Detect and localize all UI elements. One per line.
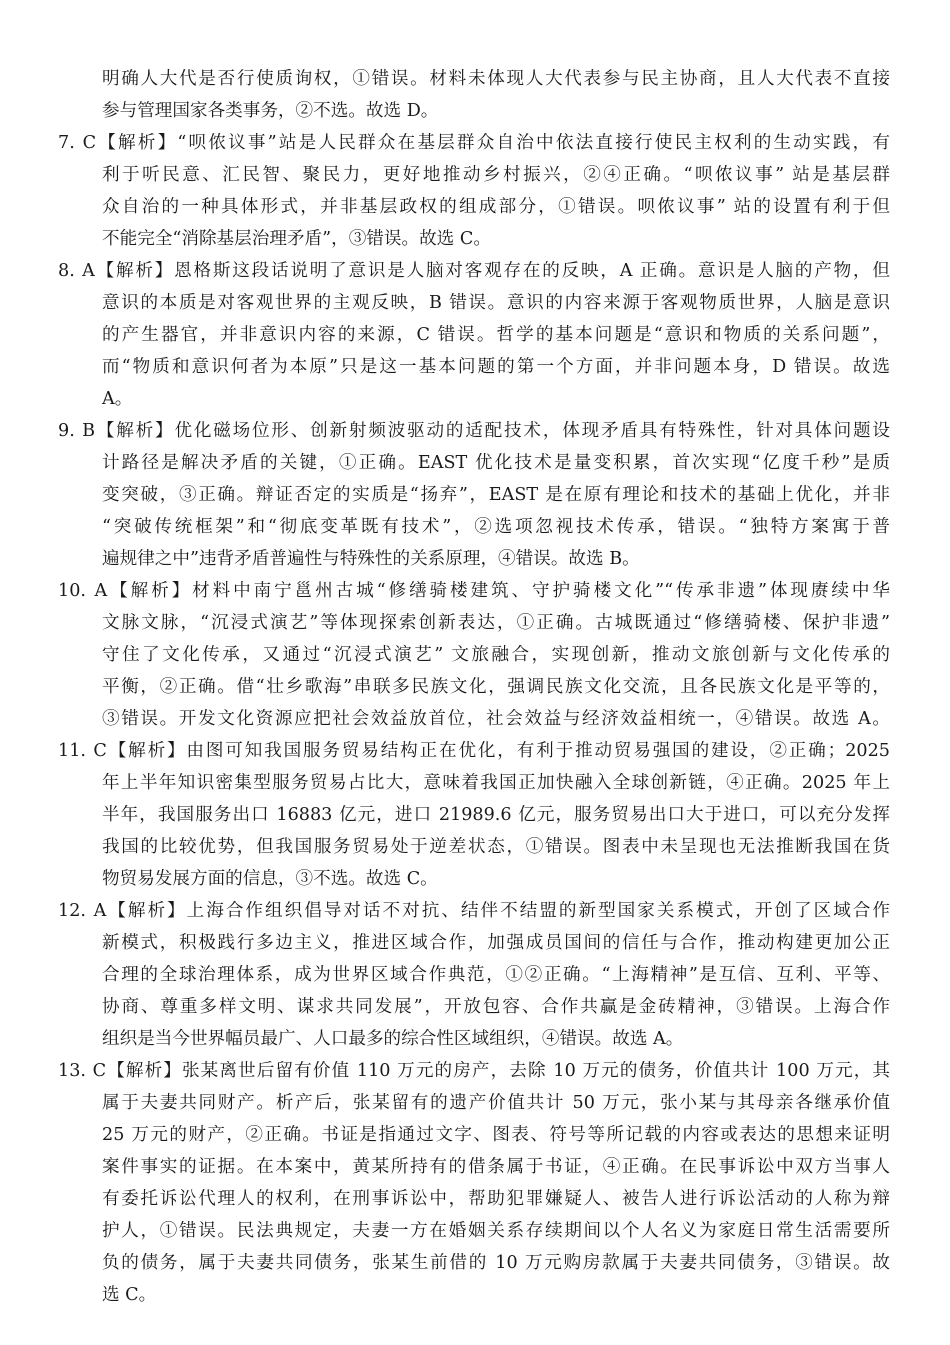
text-line: 参与管理国家各类事务，②不选。故选 D。 <box>102 101 439 121</box>
answer-13-line: 13. C【解析】张某离世后留有价值 110 万元的房产，去除 10 万元的债务，价值共计 100 万元，其 <box>58 1061 890 1081</box>
text-line: ③错误。开发文化资源应把社会效益放首位，社会效益与经济效益相统一，④错误。故选 A。 <box>102 709 890 729</box>
text-line: 守住了文化传承，又通过“沉浸式演艺” 文旅融合，实现创新，推动文旅创新与文化传承的 <box>102 645 890 665</box>
text-line: 案件事实的证据。在本案中，黄某所持有的借条属于书证，④正确。在民事诉讼中双方当事人 <box>102 1157 890 1177</box>
text-line: “突破传统框架”和“彻底变革既有技术”，②选项忽视技术传承，错误。“独特方案寓于普 <box>102 517 890 537</box>
text-line: 协商、尊重多样文明、谋求共同发展”，开放包容、合作共赢是金砖精神，③错误。上海合作 <box>102 997 890 1017</box>
answer-10-line: 10. A【解析】材料中南宁邕州古城“修缮骑楼建筑、守护骑楼文化”“传承非遗”体现赓续中华 <box>58 581 890 601</box>
text-line: 护人，①错误。民法典规定，夫妻一方在婚姻关系存续期间以个人名义为家庭日常生活需要所 <box>102 1221 890 1241</box>
text-line: A。 <box>102 389 133 409</box>
answer-8-line: 8. A【解析】恩格斯这段话说明了意识是人脑对客观存在的反映，A 正确。意识是人脑的产物，但 <box>58 261 890 281</box>
text-line: 25 万元的财产，②正确。书证是指通过文字、图表、符号等所记载的内容或表达的思想来证明 <box>102 1125 890 1145</box>
text-line: 明确人大代是否行使质询权，①错误。材料未体现人大代表参与民主协商，且人大代表不直接 <box>102 69 890 89</box>
text-line: 半年，我国服务出口 16883 亿元，进口 21989.6 亿元，服务贸易出口大于进口，可以充分发挥 <box>102 805 890 825</box>
text-line: 新模式，积极践行多边主义，推进区域合作，加强成员国间的信任与合作，推动构建更加公正 <box>102 933 890 953</box>
text-line: 而“物质和意识何者为本原”只是这一基本问题的第一个方面，并非问题本身，D 错误。故选 <box>102 357 890 377</box>
text-line: 平衡，②正确。借“壮乡歌海”串联多民族文化，强调民族文化交流，且各民族文化是平等的， <box>102 677 890 697</box>
text-line: 利于听民意、汇民智、聚民力，更好地推动乡村振兴，②④正确。“呗侬议事” 站是基层群 <box>102 165 890 185</box>
text-line: 众自治的一种具体形式，并非基层政权的组成部分，①错误。呗侬议事” 站的设置有利于但 <box>102 197 890 217</box>
text-line: 文脉文脉，“沉浸式演艺”等体现探索创新表达，①正确。古城既通过“修缮骑楼、保护非遗” <box>102 613 890 633</box>
text-line: 的产生器官，并非意识内容的来源，C 错误。哲学的基本问题是“意识和物质的关系问题”， <box>102 325 890 345</box>
answer-7-line: 7. C【解析】“呗侬议事”站是人民群众在基层群众自治中依法直接行使民主权利的生动实践，有 <box>58 133 890 153</box>
text-line: 意识的本质是对客观世界的主观反映，B 错误。意识的内容来源于客观物质世界，人脑是意识 <box>102 293 890 313</box>
text-line: 不能完全“消除基层治理矛盾”，③错误。故选 C。 <box>102 229 491 249</box>
text-line: 负的债务，属于夫妻共同债务，张某生前借的 10 万元购房款属于夫妻共同债务，③错误。故 <box>102 1253 890 1273</box>
text-line: 属于夫妻共同财产。析产后，张某留有的遗产价值共计 50 万元，张小某与其母亲各继承价值 <box>102 1093 890 1113</box>
text-line: 年上半年知识密集型服务贸易占比大，意味着我国正加快融入全球创新链，④正确。2025 年上 <box>102 773 890 793</box>
answer-11-line: 11. C【解析】由图可知我国服务贸易结构正在优化，有利于推动贸易强国的建设，②正确；2025 <box>58 741 890 761</box>
text-line: 遍规律之中”违背矛盾普遍性与特殊性的关系原理，④错误。故选 B。 <box>102 549 640 569</box>
text-line: 计路径是解决矛盾的关键，①正确。EAST 优化技术是量变积累，首次实现“亿度千秒”是质 <box>102 453 890 473</box>
text-line: 合理的全球治理体系，成为世界区域合作典范，①②正确。“上海精神”是互信、互利、平等、 <box>102 965 890 985</box>
text-line: 选 C。 <box>102 1285 157 1305</box>
text-line: 变突破，③正确。辩证否定的实质是“扬弃”，EAST 是在原有理论和技术的基础上优化，并非 <box>102 485 890 505</box>
text-line: 组织是当今世界幅员最广、人口最多的综合性区域组织，④错误。故选 A。 <box>102 1029 684 1049</box>
answer-12-line: 12. A【解析】上海合作组织倡导对话不对抗、结伴不结盟的新型国家关系模式，开创了区域合作 <box>58 901 890 921</box>
text-line: 有委托诉讼代理人的权利，在刑事诉讼中，帮助犯罪嫌疑人、被告人进行诉讼活动的人称为辩 <box>102 1189 890 1209</box>
answer-9-line: 9. B【解析】优化磁场位形、创新射频波驱动的适配技术，体现矛盾具有特殊性，针对具体问题设 <box>58 421 890 441</box>
text-line: 物贸易发展方面的信息，③不选。故选 C。 <box>102 869 438 889</box>
text-line: 我国的比较优势，但我国服务贸易处于逆差状态，①错误。图表中未呈现也无法推断我国在货 <box>102 837 890 857</box>
